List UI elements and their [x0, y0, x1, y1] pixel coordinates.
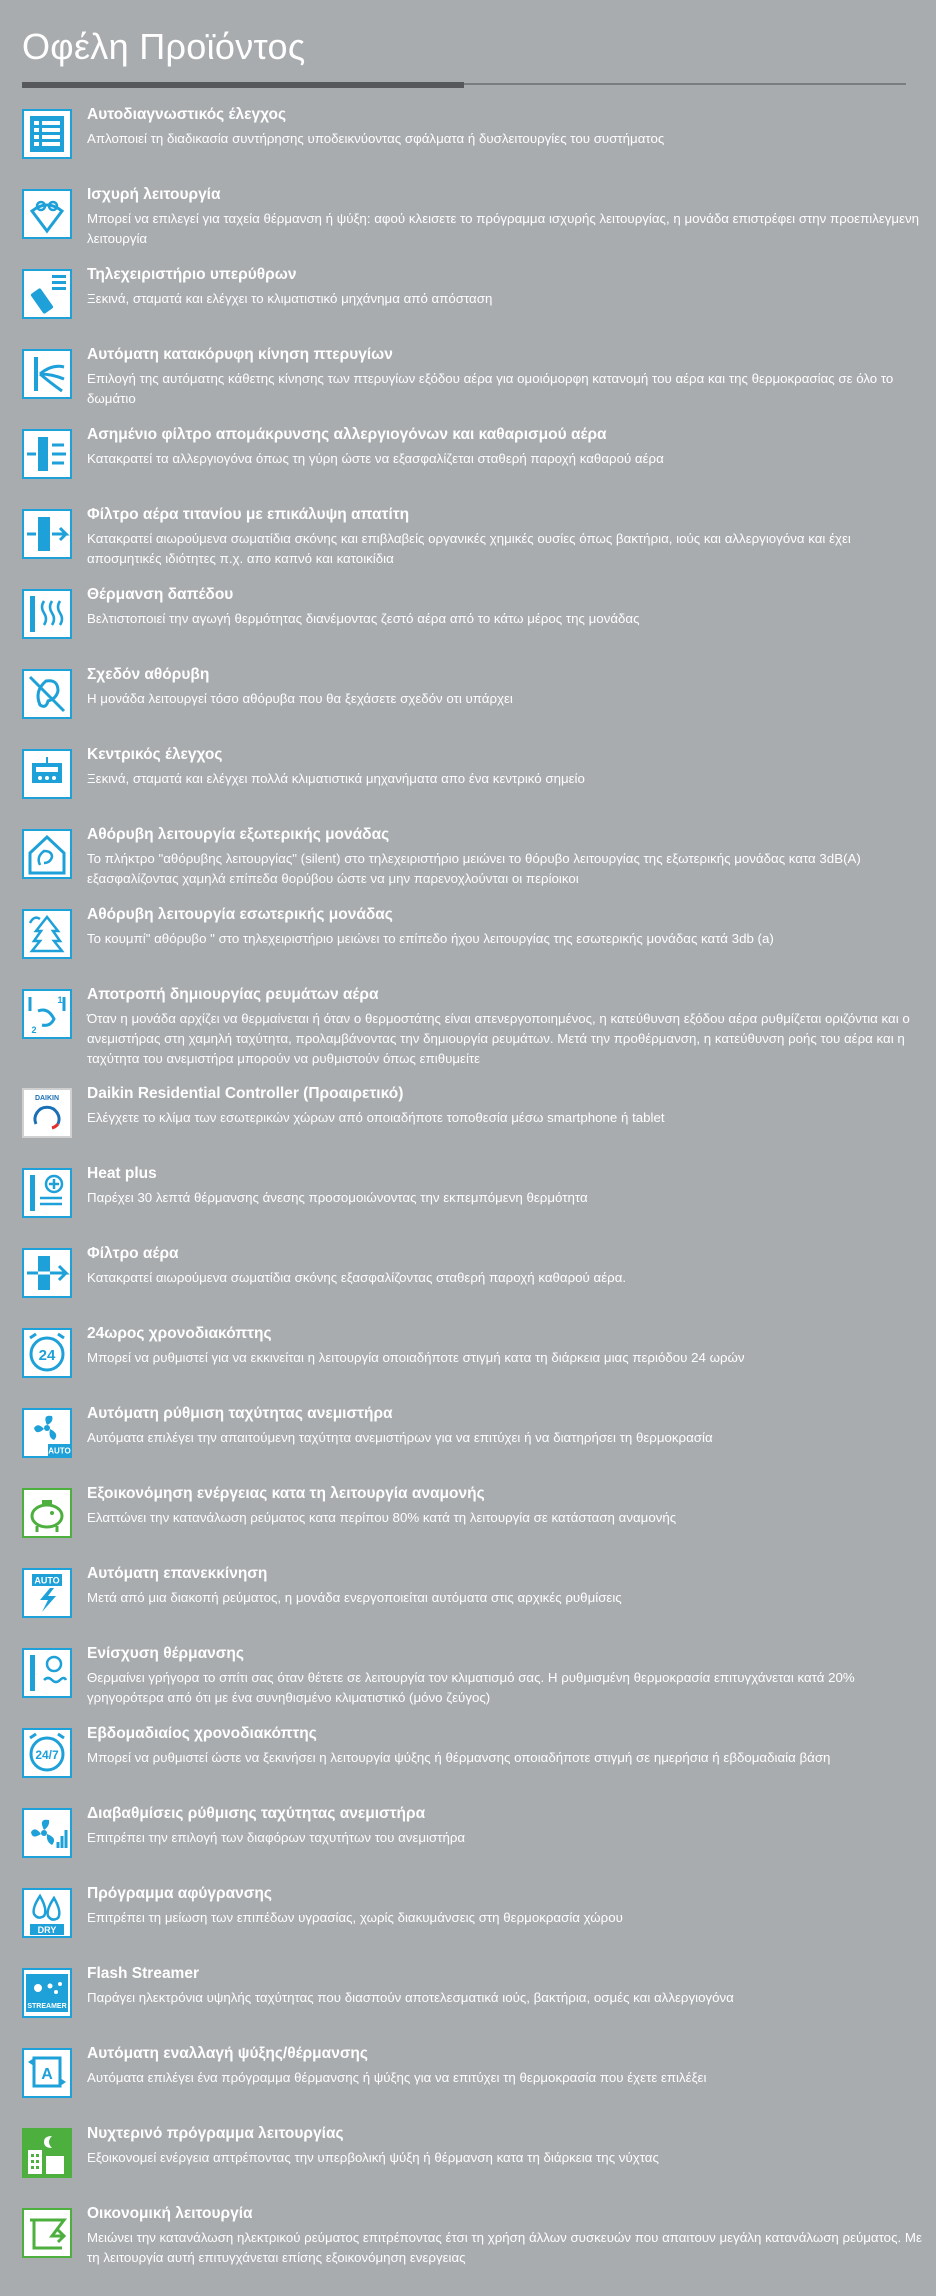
econo-mode-icon — [22, 2208, 72, 2258]
feature-title: Heat plus — [87, 1165, 157, 1182]
feature-item — [22, 1164, 912, 1236]
feature-title: Θέρμανση δαπέδου — [87, 586, 234, 603]
feature-title: Τηλεχειριστήριο υπερύθρων — [87, 266, 297, 283]
infrared-remote-icon — [22, 269, 72, 319]
feature-description: Μπορεί να ρυθμιστεί για να εκκινείται η λειτουργία οποιαδήποτε στιγμή κατα τη διάρκεια μιας περιόδου 24 ωρών — [87, 1350, 745, 1365]
feature-description: Η μονάδα λειτουργεί τόσο αθόρυβα που θα ξεχάσετε σχεδόν οτι υπάρχει — [87, 691, 513, 706]
feature-description: Κατακρατεί αιωρούμενα σωματίδια σκόνης εξασφαλίζοντας σταθερή παροχή καθαρού αέρα. — [87, 1270, 627, 1285]
feature-item — [22, 1244, 912, 1316]
powerful-mode-icon — [22, 189, 72, 239]
feature-description: Παράγει ηλεκτρόνια υψηλής ταχύτητας που διασπούν αποτελεσματικά ιούς, βακτήρια, οσμές και αλλεργιογόνα — [87, 1990, 734, 2005]
feature-description: Παρέχει 30 λεπτά θέρμανσης άνεσης προσομοιώνοντας την εκπεμπόμενη θερμότητα — [87, 1190, 588, 1205]
feature-item — [22, 1804, 912, 1876]
feature-title: 24ωρος χρονοδιακόπτης — [87, 1325, 272, 1342]
feature-title: Αθόρυβη λειτουργία εσωτερικής μονάδας — [87, 906, 393, 923]
feature-title: Πρόγραμμα αφύγρανσης — [87, 1885, 272, 1902]
feature-item — [22, 1484, 912, 1556]
dry-program-icon — [22, 1888, 72, 1938]
central-control-icon — [22, 749, 72, 799]
feature-title: Σχεδόν αθόρυβη — [87, 666, 210, 683]
feature-title: Διαβαθμίσεις ρύθμισης ταχύτητας ανεμιστήρα — [87, 1805, 426, 1822]
feature-title: Κεντρικός έλεγχος — [87, 746, 223, 763]
feature-item — [22, 1324, 912, 1396]
feature-title: Οικονομική λειτουργία — [87, 2205, 253, 2222]
feature-item — [22, 1084, 912, 1156]
feature-title: Νυχτερινό πρόγραμμα λειτουργίας — [87, 2125, 344, 2142]
feature-description: Θερμαίνει γρήγορα το σπίτι σας όταν θέτετε σε λειτουργία τον κλιματισμό σας. Η ρυθμισμένη θερμοκρασία επιτυγχάνεται κατά 20% γρηγορότερα από ότι με ένα συνηθισμένο κλιματιστικό (μόνο ζεύγος) — [87, 1670, 855, 1705]
svg-text:2: 2 — [31, 1025, 37, 1035]
feature-title: Αποτροπή δημιουργίας ρευμάτων αέρα — [87, 986, 379, 1003]
self-diagnosis-icon — [22, 109, 72, 159]
feature-description: Επιτρέπει τη μείωση των επιπέδων υγρασίας, χωρίς διακυμάνσεις στη θερμοκρασία χώρου — [87, 1910, 623, 1925]
heat-plus-icon — [22, 1168, 72, 1218]
feature-item — [22, 105, 912, 177]
silver-filter-icon — [22, 429, 72, 479]
feature-description: Επιτρέπει την επιλογή των διαφόρων ταχυτήτων του ανεμιστήρα — [87, 1830, 466, 1845]
svg-text:AUTO: AUTO — [48, 1446, 71, 1456]
feature-item — [22, 1724, 912, 1796]
svg-text:24: 24 — [38, 1347, 56, 1364]
feature-item — [22, 345, 912, 417]
feature-item — [22, 1644, 912, 1716]
feature-item — [22, 185, 920, 257]
flash-streamer-icon — [22, 1968, 72, 2018]
feature-description: Μπορεί να επιλεγεί για ταχεία θέρμανση ή ψύξη: αφού κλεισετε το πρόγραμμα ισχυρής λειτουργίας, η μονάδα επιστρέφει στην προεπιλεγμενη λειτουργία — [87, 211, 920, 246]
svg-text:DRY: DRY — [37, 1925, 57, 1935]
daikin-controller-icon — [22, 1088, 72, 1138]
feature-title: Ενίσχυση θέρμανσης — [87, 1645, 244, 1662]
feature-description: Απλοποιεί τη διαδικασία συντήρησης υποδεικνύοντας σφάλματα ή δυσλειτουργίες του συστήματος — [87, 131, 665, 146]
night-mode-icon — [22, 2128, 72, 2178]
indoor-silent-icon — [22, 909, 72, 959]
heating-boost-icon — [22, 1648, 72, 1698]
feature-title: Αυτοδιαγνωστικός έλεγχος — [87, 106, 287, 123]
feature-description: Μετά από μια διακοπή ρεύματος, η μονάδα ενεργοποιείται αυτόματα στις αρχικές ρυθμίσεις — [87, 1590, 622, 1605]
title-divider-accent — [22, 82, 464, 88]
feature-title: Φίλτρο αέρα τιτανίου με επικάλυψη απατίτη — [87, 506, 410, 523]
feature-item — [22, 505, 912, 577]
feature-item — [22, 2124, 912, 2196]
feature-description: Ελέγχετε το κλίμα των εσωτερικών χώρων από οποιαδήποτε τοποθεσία μέσω smartphone ή tablet — [87, 1110, 665, 1125]
feature-item — [22, 1564, 912, 1636]
outdoor-silent-icon — [22, 829, 72, 879]
feature-title: Αυτόματη ρύθμιση ταχύτητας ανεμιστήρα — [87, 1405, 393, 1422]
feature-description: Αυτόματα επιλέγει ένα πρόγραμμα θέρμανσης ή ψύξης για να επιτύχει τη θερμοκρασία που έχετε επιλέξει — [87, 2070, 707, 2085]
feature-description: Ξεκινά, σταματά και ελέγχει το κλιματιστικό μηχάνημα από απόσταση — [87, 291, 493, 306]
feature-title: Εξοικονόμηση ενέργειας κατα τη λειτουργία αναμονής — [87, 1485, 485, 1502]
page-title: Οφέλη Προϊόντος — [22, 26, 306, 67]
feature-title: Αθόρυβη λειτουργία εξωτερικής μονάδας — [87, 826, 390, 843]
feature-item — [22, 585, 912, 657]
feature-description: Το κουμπί" αθόρυβο " στο τηλεχειριστήριο μειώνει το επίπεδο ήχου λειτουργίας της εσωτερικής μονάδας κατά 3db (a) — [87, 931, 774, 946]
svg-text:DAIKIN: DAIKIN — [34, 1095, 60, 1102]
timer-24h-icon — [22, 1328, 72, 1378]
draught-prevention-icon — [22, 989, 72, 1039]
feature-description: Κατακρατεί αιωρούμενα σωματίδια σκόνης και επιβλαβείς οργανικές χημικές ουσίες όπως βακτήρια, ιούς και αλλεργιογόνα και έχει αποσμητικές ιδιότητες π.χ. απο καπνό και κατοικίδια — [87, 531, 851, 566]
feature-title: Αυτόματη επανεκκίνηση — [87, 1565, 268, 1582]
feature-item — [22, 2204, 922, 2276]
feature-description: Όταν η μονάδα αρχίζει να θερμαίνεται ή όταν ο θερμοστάτης είναι απενεργοποιημένος, η κατεύθυνση εξόδου αέρα ρυθμίζεται οριζόντια και ο ανεμιστήρας στη χαμηλή ταχύτητα, προλαμβάνοντας την δημιουργία ρευμάτων. Μετά την προθέρμανση, η κατεύθυνση ροής του αέρα και η ταχύτητα του ανεμιστήρα μπορούν να ρυθμιστούν όπως επιθυμείτε — [87, 1011, 910, 1066]
svg-text:24/7: 24/7 — [35, 1748, 59, 1762]
feature-description: Μπορεί να ρυθμιστεί ώστε να ξεκινήσει η λειτουργία ψύξης ή θέρμανσης οποιαδήποτε στιγμή σε ημερήσια ή εβδομαδιαία βάση — [87, 1750, 831, 1765]
silent-ear-icon — [22, 669, 72, 719]
svg-text:AUTO: AUTO — [34, 1575, 60, 1586]
feature-item — [22, 1964, 912, 2036]
auto-changeover-icon — [22, 2048, 72, 2098]
standby-saving-icon — [22, 1488, 72, 1538]
svg-text:1: 1 — [57, 995, 63, 1005]
fan-speed-steps-icon — [22, 1808, 72, 1858]
floor-heating-icon — [22, 589, 72, 639]
feature-description: Ελαττώνει την κατανάλωση ρεύματος κατα περίπου 80% κατά τη λειτουργία σε κατάσταση αναμονής — [87, 1510, 677, 1525]
feature-item — [22, 905, 912, 977]
feature-description: Βελτιστοποιεί την αγωγή θερμότητας διανέμοντας ζεστό αέρα από το κάτω μέρος της μονάδας — [87, 611, 640, 626]
feature-title: Αυτόματη εναλλαγή ψύξης/θέρμανσης — [87, 2045, 368, 2062]
feature-title: Εβδομαδιαίος χρονοδιακόπτης — [87, 1725, 317, 1742]
feature-title: Φίλτρο αέρα — [87, 1245, 179, 1262]
vertical-swing-icon — [22, 349, 72, 399]
feature-item — [22, 1404, 912, 1476]
titanium-filter-icon — [22, 509, 72, 559]
svg-text:STREAMER: STREAMER — [27, 2003, 67, 2010]
svg-text:A: A — [41, 2066, 53, 2083]
auto-fan-speed-icon — [22, 1408, 72, 1458]
feature-description: Μειώνει την κατανάλωση ηλεκτρικού ρεύματος επιτρέποντας έτσι τη χρήση άλλων συσκευών που απαιτουν μεγάλη κατανάλωση ρεύματος. Με τη λειτουργία αυτή επιτυγχάνεται επίσης εξοικονόμηση ενεργειας — [87, 2230, 922, 2265]
feature-description: Επιλογή της αυτόματης κάθετης κίνησης των πτερυγίων εξόδου αέρα για ομοιόμορφη κατανομή του αέρα και της θερμοκρασίας σε όλο το δωμάτιο — [87, 371, 894, 406]
air-filter-icon — [22, 1248, 72, 1298]
auto-restart-icon — [22, 1568, 72, 1618]
weekly-timer-icon — [22, 1728, 72, 1778]
feature-description: Κατακρατεί τα αλλεργιογόνα όπως τη γύρη ώστε να εξασφαλίζεται σταθερή παροχή καθαρού αέρα — [87, 451, 664, 466]
feature-item — [22, 1884, 912, 1956]
feature-title: Αυτόματη κατακόρυφη κίνηση πτερυγίων — [87, 346, 393, 363]
feature-description: Ξεκινά, σταματά και ελέγχει πολλά κλιματιστικά μηχανήματα απο ένα κεντρικό σημείο — [87, 771, 585, 786]
feature-title: Ισχυρή λειτουργία — [87, 186, 221, 203]
feature-title: Flash Streamer — [87, 1965, 199, 1982]
feature-title: Daikin Residential Controller (Προαιρετικό) — [87, 1085, 404, 1102]
feature-description: Το πλήκτρο "αθόρυβης λειτουργίας" (silent) στο τηλεχειριστήριο μειώνει το θόρυβο λειτουργίας της εξωτερικής μονάδας κατα 3dB(A) εξασφαλίζοντας χαμηλά επίπεδα θορύβου ώστε να μην παρενοχλούνται οι περίοικοι — [87, 851, 861, 886]
feature-title: Ασημένιο φίλτρο απομάκρυνσης αλλεργιογόνων και καθαρισμού αέρα — [87, 426, 607, 443]
feature-item — [22, 745, 912, 817]
feature-item — [22, 985, 912, 1066]
feature-item — [22, 425, 912, 497]
feature-item — [22, 265, 912, 337]
feature-item — [22, 665, 912, 737]
feature-description: Εξοικονομεί ενέργεια απτρέποντας την υπερβολική ψύξη ή θέρμανση κατα τη διάρκεια της νύχτας — [87, 2150, 659, 2165]
feature-description: Αυτόματα επιλέγει την απαιτούμενη ταχύτητα ανεμιστήρων για να επιτύχει ή να διατηρήσει τη θερμοκρασία — [87, 1430, 713, 1445]
feature-item — [22, 2044, 912, 2116]
feature-item — [22, 825, 912, 897]
